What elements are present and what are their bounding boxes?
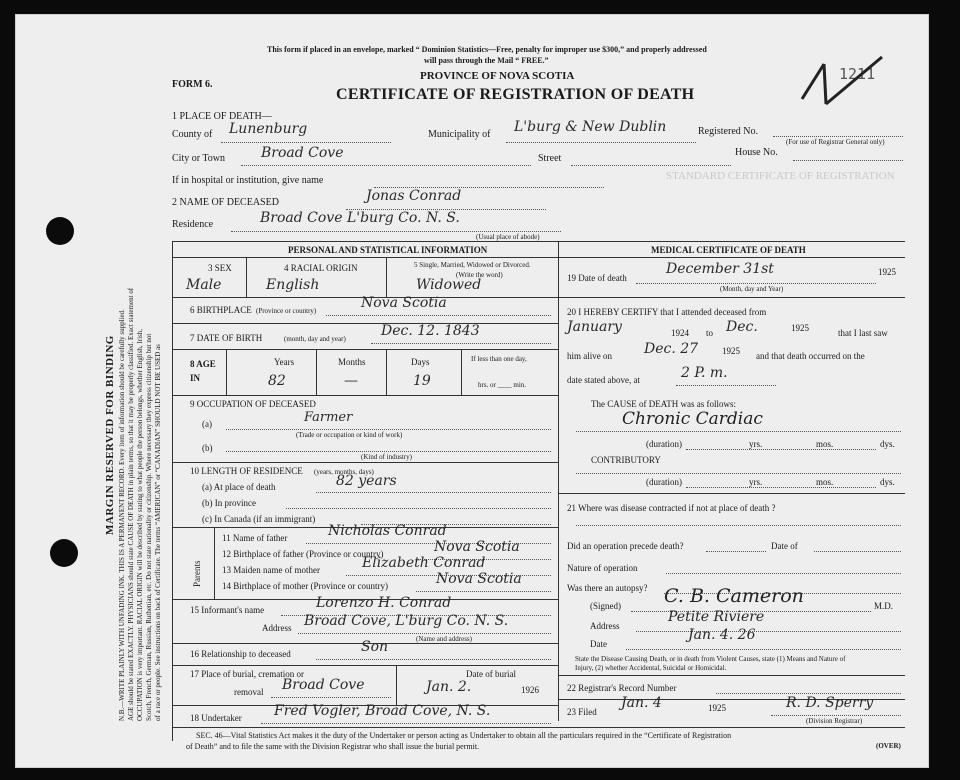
hrs-min-label: hrs. or ____ min. — [478, 381, 527, 389]
last-saw-label: that I last saw — [838, 328, 888, 338]
sec46-line1: SEC. 46—Vital Statistics Act makes it the duty of the Undertaker or person acting as Undertaker to obtain all the particulars required in the “Certificate of Registration — [196, 731, 732, 740]
burial-place-value: Broad Cove — [282, 677, 365, 693]
date-of-operation-label: Date of — [771, 541, 798, 551]
mother-value: Elizabeth Conrad — [362, 555, 486, 571]
municipality-value: L'burg & New Dublin — [514, 119, 667, 135]
house-number-label: House No. — [735, 147, 778, 158]
city-value: Broad Cove — [261, 145, 344, 161]
racial-label: 4 RACIAL ORIGIN — [284, 263, 358, 273]
operation-label: Did an operation precede death? — [567, 541, 684, 551]
residence-length-label: 10 LENGTH OF RESIDENCE — [190, 466, 303, 476]
cause-dys: dys. — [880, 439, 895, 449]
certificate-sheet — [15, 14, 929, 768]
in-canada-label: (c) In Canada (if an immigrant) — [202, 514, 316, 524]
binding-hole-bottom — [50, 539, 78, 567]
contrib-duration-label: (duration) — [646, 477, 682, 487]
years-label: Years — [274, 357, 295, 367]
relationship-value: Son — [361, 639, 389, 655]
dob-value: Dec. 12. 1843 — [381, 323, 480, 339]
birthplace-label: 6 BIRTHPLACE — [190, 305, 252, 315]
residence-value: Broad Cove L'burg Co. N. S. — [260, 210, 460, 226]
cause-mos: mos. — [816, 439, 834, 449]
age-years-value: 82 — [268, 373, 286, 389]
filed-year-value: 1925 — [708, 703, 726, 713]
father-label: 11 Name of father — [222, 533, 288, 543]
medical-heading: MEDICAL CERTIFICATE OF DEATH — [651, 245, 806, 255]
mail-notice-line2: will pass through the Mail “ FREE.” — [424, 56, 549, 65]
filed-label: 23 Filed — [567, 707, 597, 717]
usual-abode-note: (Usual place of abode) — [476, 233, 540, 241]
contrib-yrs: yrs. — [749, 477, 763, 487]
undertaker-value: Fred Vogler, Broad Cove, N. S. — [274, 703, 491, 719]
date-of-death-value: December 31st — [666, 261, 774, 277]
birthplace-value: Nova Scotia — [361, 295, 447, 311]
contrib-mos: mos. — [816, 477, 834, 487]
occupation-b: (b) — [202, 443, 213, 453]
parents-label: Parents — [192, 560, 202, 587]
registration-stamp-number: 1211 — [839, 65, 876, 83]
mother-birthplace-label: 14 Birthplace of mother (Province or country) — [222, 581, 388, 591]
death-occurred-label: and that death occurred on the — [756, 351, 865, 361]
informant-label: 15 Informant's name — [190, 605, 265, 615]
date-stated-label: date stated above, at — [567, 375, 640, 385]
sex-value: Male — [186, 277, 222, 293]
province-title: PROVINCE OF NOVA SCOTIA — [420, 70, 575, 82]
sex-label: 3 SEX — [208, 263, 232, 273]
attended-from-year: 1924 — [671, 328, 689, 338]
disease-contracted-label: 21 Where was disease contracted if not at place of death ? — [567, 503, 776, 513]
form-number: FORM 6. — [172, 79, 213, 90]
occupation-a: (a) — [202, 419, 212, 429]
attended-to-value: Dec. — [726, 319, 758, 335]
filed-date-value: Jan. 4 — [621, 695, 662, 711]
municipality-label: Municipality of — [428, 129, 491, 140]
mail-notice-line1: This form if placed in an envelope, marked “ Dominion Statistics—Free, penalty for improper use $300,” and properly addressed — [267, 45, 707, 54]
dob-label: 7 DATE OF BIRTH — [190, 333, 263, 343]
physician-address-value: Petite Riviere — [668, 609, 765, 625]
days-label: Days — [411, 357, 430, 367]
cause-label: The CAUSE of DEATH was as follows: — [591, 399, 736, 409]
at-place-label: (a) At place of death — [202, 482, 276, 492]
father-value: Nicholas Conrad — [328, 523, 447, 539]
margin-note-4: Scotch, French, German, Russian, Ruthenian, etc. Do not state nationality or citizenship. Where necessary they express citizenship but not — [145, 333, 153, 721]
name-address-note: (Name and address) — [416, 635, 472, 643]
contributory-label: CONTRIBUTORY — [591, 455, 661, 465]
division-registrar-note: (Division Registrar) — [806, 717, 863, 725]
registered-number-label: Registered No. — [698, 126, 758, 137]
undertaker-label: 18 Undertaker — [190, 713, 242, 723]
corner-check-mark — [784, 29, 894, 109]
dob-hint: (month, day and year) — [284, 335, 346, 343]
deceased-name-value: Jonas Conrad — [366, 188, 462, 204]
cause-yrs: yrs. — [749, 439, 763, 449]
date-of-death-year: 1925 — [878, 267, 896, 277]
certificate-date-label: Date — [590, 639, 607, 649]
father-birthplace-value: Nova Scotia — [434, 539, 520, 555]
state-disease-note-2: Injury, (2) whether Accidental, Suicidal or Homicidal. — [575, 664, 727, 672]
alive-on-year: 1925 — [722, 346, 740, 356]
attended-to-year: 1925 — [791, 323, 809, 333]
informant-address-value: Broad Cove, L'burg Co. N. S. — [304, 613, 509, 629]
signed-label: (Signed) — [590, 601, 621, 611]
less-than-day-label: If less than one day, — [471, 355, 527, 363]
date-of-death-label: 19 Date of death — [567, 273, 627, 283]
attended-from-value: January — [567, 319, 622, 335]
nature-of-operation-label: Nature of operation — [567, 563, 638, 573]
cause-value: Chronic Cardiac — [622, 409, 763, 429]
over-label: (OVER) — [876, 742, 901, 750]
physician-signature: C. B. Cameron — [664, 585, 804, 607]
marital-hint: (Write the word) — [456, 271, 503, 279]
removal-label: removal — [234, 687, 264, 697]
at-place-value: 82 years — [336, 473, 397, 489]
mother-label: 13 Maiden name of mother — [222, 565, 320, 575]
certificate-date-value: Jan. 4. 26 — [688, 627, 756, 643]
relationship-label: 16 Relationship to deceased — [190, 649, 291, 659]
contrib-dys: dys. — [880, 477, 895, 487]
marital-value: Widowed — [416, 277, 482, 293]
time-of-death-value: 2 P. m. — [681, 365, 728, 381]
bleed-through-text: STANDARD CERTIFICATE OF REGISTRATION — [666, 170, 895, 182]
margin-note-3: OCCUPATION is very important. RACIAL ORIGIN will be described by stating to what people the person belongs, whether English, Irish, — [136, 328, 144, 721]
burial-year-value: 1926 — [521, 685, 539, 695]
mother-birthplace-value: Nova Scotia — [436, 571, 522, 587]
cause-duration-label: (duration) — [646, 439, 682, 449]
autopsy-label: Was there an autopsy? — [567, 583, 648, 593]
racial-value: English — [266, 277, 320, 293]
sec46-line2: of Death” and to file the same with the Division Registrar who shall issue the burial permit. — [186, 742, 480, 751]
institution-label: If in hospital or institution, give name — [172, 175, 324, 186]
age-months-value: — — [344, 373, 358, 389]
margin-note-1: N.B.—WRITE PLAINLY WITH UNFADING INK. THIS IS A PERMANENT RECORD. Every item of information should be carefully supplied. — [118, 309, 126, 721]
occupation-a-note: (Trade or occupation or kind of work) — [296, 431, 403, 439]
margin-note-2: AGE should be stated EXACTLY. PHYSICIANS should state CAUSE OF DEATH in plain terms, so that it may be properly classified. Exact statement of — [127, 287, 135, 721]
state-disease-note-1: State the Disease Causing Death, or in death from Violent Causes, state (1) Means and Nature of — [575, 655, 846, 663]
father-birthplace-label: 12 Birthplace of father (Province or country) — [222, 549, 384, 559]
informant-address-label: Address — [262, 623, 292, 633]
md-label: M.D. — [874, 601, 894, 611]
street-label: Street — [538, 153, 562, 164]
informant-value: Lorenzo H. Conrad — [316, 595, 452, 611]
months-label: Months — [338, 357, 366, 367]
residence-label: Residence — [172, 219, 214, 230]
registrar-record-label: 22 Registrar's Record Number — [567, 683, 677, 693]
city-label: City or Town — [172, 153, 226, 164]
in-province-label: (b) In province — [202, 498, 256, 508]
burial-label: 17 Place of burial, cremation or — [190, 669, 304, 679]
binding-hole-top — [46, 217, 74, 245]
occupation-b-note: (Kind of industry) — [361, 453, 412, 461]
physician-address-label: Address — [590, 621, 620, 631]
deceased-name-label: 2 NAME OF DECEASED — [172, 197, 279, 208]
alive-on-label: him alive on — [567, 351, 612, 361]
alive-on-value: Dec. 27 — [644, 341, 699, 357]
to-label: to — [706, 328, 714, 338]
margin-note-5: of a race or people. See instructions on back of Certificate. The terms “AMERICAN” or “CANADIAN” SHOULD NOT BE USED as — [154, 344, 162, 721]
birthplace-hint: (Province or country) — [256, 307, 317, 315]
registrar-signature: R. D. Sperry — [786, 695, 874, 711]
burial-date-value: Jan. 2. — [426, 679, 472, 695]
occupation-value: Farmer — [304, 410, 353, 425]
date-of-death-note: (Month, day and Year) — [720, 285, 784, 293]
certify-label: 20 I HEREBY CERTIFY that I attended deceased from — [567, 307, 767, 317]
marital-label: 5 Single, Married, Widowed or Divorced. — [414, 261, 531, 269]
margin-reserved-label: MARGIN RESERVED FOR BINDING — [104, 335, 116, 535]
age-days-value: 19 — [413, 373, 431, 389]
occupation-label: 9 OCCUPATION OF DECEASED — [190, 399, 316, 409]
place-heading: 1 PLACE OF DEATH— — [172, 111, 272, 122]
registrar-use-note: (For use of Registrar General only) — [786, 138, 885, 146]
date-of-burial-label: Date of burial — [466, 669, 516, 679]
personal-heading: PERSONAL AND STATISTICAL INFORMATION — [288, 245, 488, 255]
age-label: 8 AGE IN — [190, 359, 216, 383]
county-label: County of — [172, 129, 213, 140]
residence-length-hint: (years, months, days) — [314, 468, 374, 476]
certificate-title: CERTIFICATE OF REGISTRATION OF DEATH — [336, 86, 695, 103]
county-value: Lunenburg — [229, 121, 308, 137]
